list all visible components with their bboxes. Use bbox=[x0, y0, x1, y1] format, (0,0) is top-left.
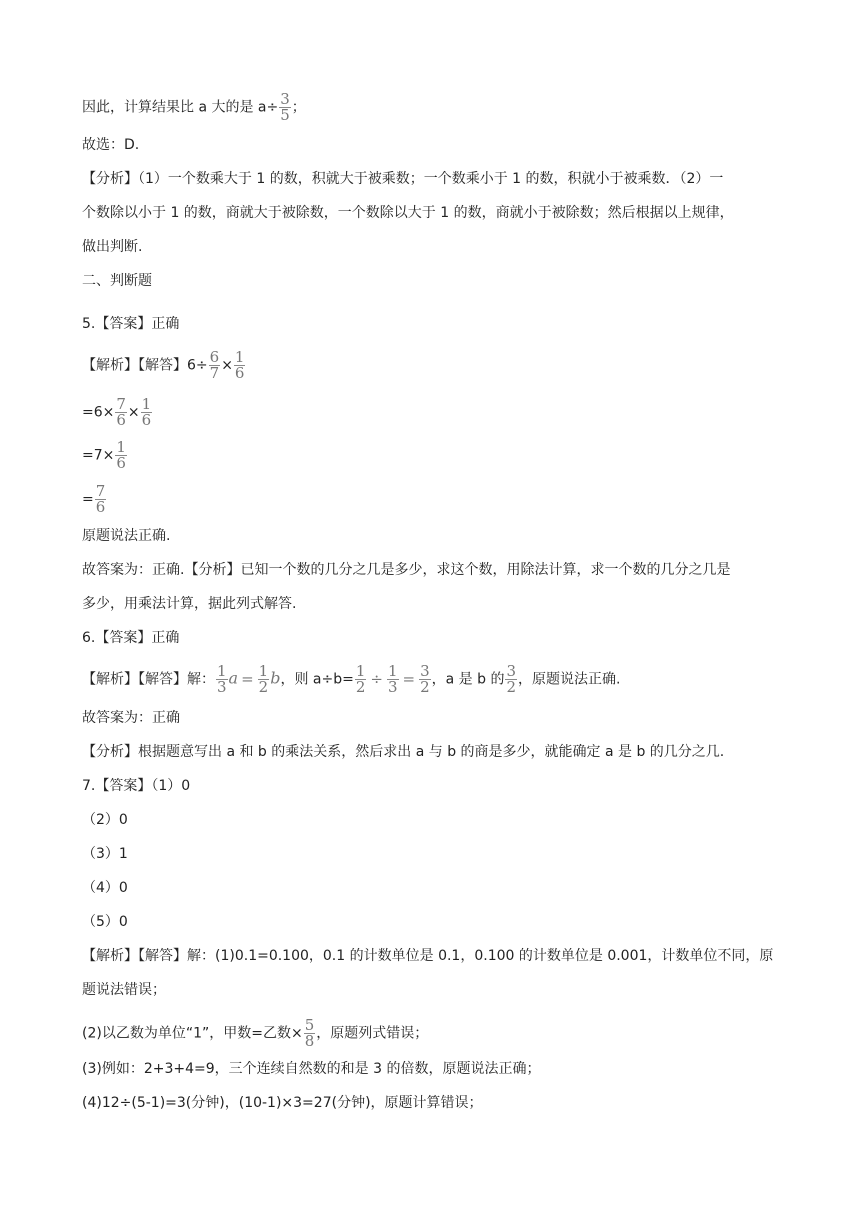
text: (2)以乙数为单位“1”，甲数=乙数× bbox=[82, 1025, 303, 1042]
solution-line bbox=[82, 350, 246, 381]
answer-item: （5）0 bbox=[82, 914, 128, 930]
text: ； bbox=[291, 99, 306, 116]
analysis-line: 【分析】根据题意写出 a 和 b 的乘法关系，然后求出 a 与 b 的商是多少，就能确定 a 是 b 的几分之几. bbox=[82, 744, 725, 760]
answer-line: 5.【答案】正确 bbox=[82, 316, 180, 332]
answer-item: （2）0 bbox=[82, 812, 128, 828]
answer-item: （4）0 bbox=[82, 880, 128, 896]
conclusion-line bbox=[82, 92, 306, 123]
solution-line bbox=[82, 1018, 428, 1049]
analysis-line: 多少，用乘法计算，据此列式解答. bbox=[82, 596, 297, 612]
fraction: $\frac{7}{6}$ bbox=[116, 395, 126, 429]
fraction: $\frac{1}{6}$ bbox=[116, 438, 126, 472]
text: ，原题说法正确. bbox=[518, 671, 621, 688]
section-heading: 二、判断题 bbox=[82, 273, 152, 289]
solution-line: 【解析】【解答】解：(1)0.1=0.100，0.1 的计数单位是 0.1，0.100 的计数单位是 0.001，计数单位不同，原 bbox=[82, 948, 774, 964]
choice-line: 故选：D. bbox=[82, 137, 140, 153]
fraction: $\frac{1}{2}$ bbox=[355, 662, 366, 696]
variable: b bbox=[270, 668, 281, 688]
solution-line: 原题说法正确. bbox=[82, 528, 171, 544]
solution-line: (4)12÷(5-1)=3(分钟)，(10-1)×3=27(分钟)，原题计算错误； bbox=[82, 1095, 483, 1111]
fraction: $\frac{3}{2}$ bbox=[420, 662, 430, 696]
fraction: $\frac{7}{6}$ bbox=[95, 482, 106, 516]
answer-line: 7.【答案】（1）0 bbox=[82, 778, 191, 794]
equals-sign: = bbox=[241, 669, 254, 688]
answer-line: 6.【答案】正确 bbox=[82, 630, 180, 646]
text: 【解析】【解答】6÷ bbox=[82, 357, 208, 374]
answer-item: （3）1 bbox=[82, 846, 128, 862]
text: 【解析】【解答】解： bbox=[82, 671, 215, 688]
solution-line: 题说法错误； bbox=[82, 982, 166, 998]
text: =7× bbox=[82, 447, 115, 464]
analysis-line: 故答案为：正确.【分析】已知一个数的几分之几是多少，求这个数，用除法计算，求一个数的几分之几是 bbox=[82, 562, 731, 578]
fraction: $\frac{5}{8}$ bbox=[304, 1016, 315, 1050]
solution-line: (3)例如：2+3+4=9，三个连续自然数的和是 3 的倍数，原题说法正确； bbox=[82, 1061, 541, 1077]
times-sign: × bbox=[221, 357, 233, 374]
fraction: $\frac{6}{7}$ bbox=[209, 348, 220, 382]
fraction: $\frac{1}{3}$ bbox=[217, 662, 227, 696]
analysis-line: 【分析】（1）一个数乘大于 1 的数，积就大于被乘数；一个数乘小于 1 的数，积就小于被乘数．（2）一 bbox=[82, 171, 724, 187]
analysis-line: 故答案为：正确 bbox=[82, 710, 180, 726]
analysis-line: 做出判断. bbox=[82, 239, 143, 255]
divide-sign: ÷ bbox=[370, 669, 383, 688]
text: ，原题列式错误； bbox=[316, 1025, 429, 1042]
solution-step bbox=[82, 484, 107, 515]
fraction: $\frac{1}{2}$ bbox=[258, 662, 269, 696]
text: = bbox=[82, 491, 94, 508]
fraction: $\frac{1}{3}$ bbox=[387, 662, 398, 696]
fraction: $\frac{3}{5}$ bbox=[280, 90, 290, 124]
times-sign: × bbox=[127, 404, 140, 421]
text: =6× bbox=[82, 404, 115, 421]
analysis-line: 个数除以小于 1 的数，商就大于被除数，一个数除以大于 1 的数，商就小于被除数；然后根据以上规律， bbox=[82, 205, 734, 221]
solution-step bbox=[82, 440, 128, 471]
text: ，则 a÷b= bbox=[280, 671, 354, 688]
fraction: $\frac{3}{2}$ bbox=[506, 662, 517, 696]
variable: a bbox=[228, 668, 239, 688]
text: 因此，计算结果比 a 大的是 a÷ bbox=[82, 99, 279, 116]
fraction: $\frac{1}{6}$ bbox=[234, 348, 245, 382]
solution-line bbox=[82, 664, 620, 695]
solution-step bbox=[82, 397, 153, 428]
equals-sign: = bbox=[402, 669, 416, 688]
fraction: $\frac{1}{6}$ bbox=[141, 395, 152, 429]
text: ，a 是 b 的 bbox=[431, 671, 505, 688]
